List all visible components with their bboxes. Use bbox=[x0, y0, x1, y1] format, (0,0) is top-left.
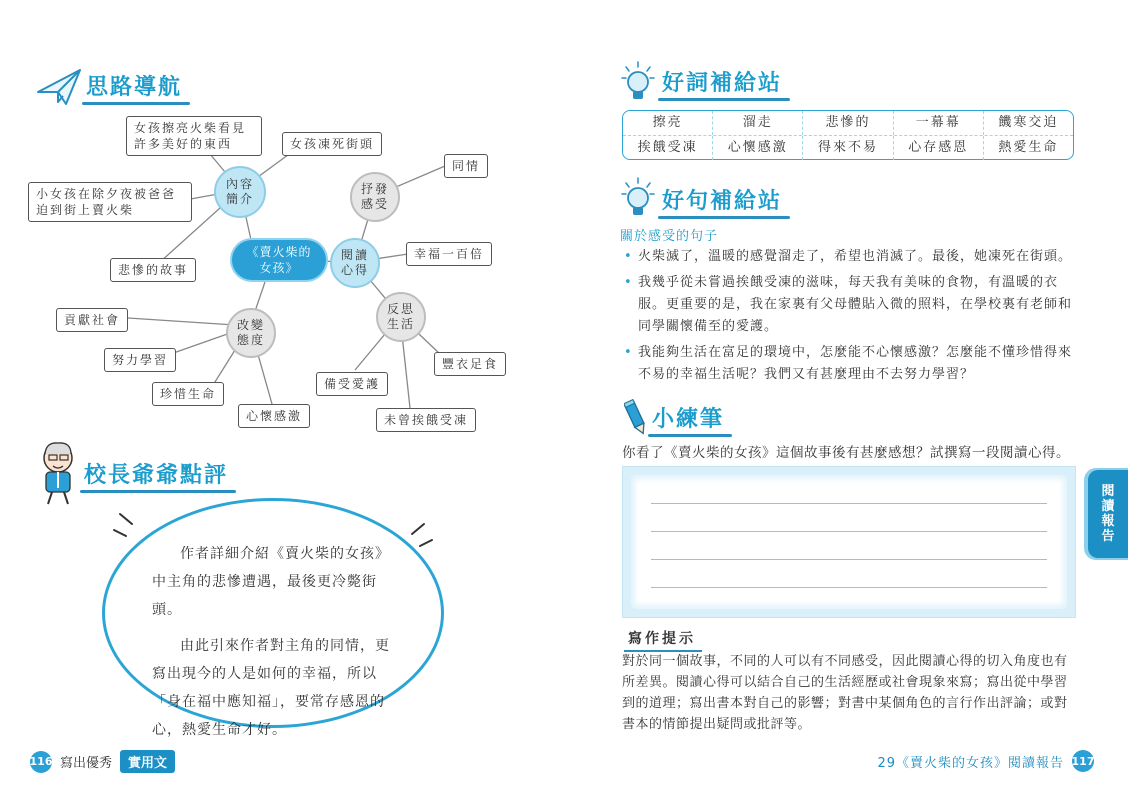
practice-prompt: 你看了《賣火柴的女孩》這個故事後有甚麼感想？試撰寫一段閱讀心得。 bbox=[622, 445, 1070, 461]
branch-label: 反思生活 bbox=[386, 302, 415, 331]
leaf-node: 女孩擦亮火柴看見許多美好的東西 bbox=[126, 116, 262, 156]
tip-title bbox=[628, 628, 696, 648]
leaf-node: 同情 bbox=[444, 154, 488, 178]
vocab-cell: 得來不易 bbox=[802, 136, 892, 160]
vocab-cell: 熱愛生命 bbox=[983, 136, 1073, 160]
vocab-row bbox=[623, 111, 1073, 135]
vocab-cell: 心懷感激 bbox=[712, 136, 802, 160]
vocab-title bbox=[662, 66, 782, 97]
leaf-node: 豐衣足食 bbox=[434, 352, 506, 376]
writing-area[interactable] bbox=[631, 475, 1067, 609]
sentence-list bbox=[622, 246, 1082, 390]
vocab-title-text: 好詞補給站 bbox=[662, 71, 783, 96]
leaf-node: 備受愛護 bbox=[316, 372, 388, 396]
vocab-cell: 悲慘的 bbox=[802, 111, 892, 135]
vocab-cell: 心存感恩 bbox=[893, 136, 983, 160]
comment-paragraph: 由此引來作者對主角的同情，更寫出現今的人是如何的幸福，所以「身在福中應知福」，要常存感恩的心，熱愛生命才好。 bbox=[152, 638, 390, 738]
writing-line bbox=[651, 531, 1047, 532]
writing-line bbox=[651, 503, 1047, 504]
sentence-subtitle: 關於感受的句子 bbox=[620, 229, 719, 244]
leaf-node: 努力學習 bbox=[104, 348, 176, 372]
vocab-cell: 溜走 bbox=[712, 111, 802, 135]
branch-label: 內容簡介 bbox=[225, 177, 254, 206]
leaf-node: 悲慘的故事 bbox=[110, 258, 196, 282]
writing-line bbox=[651, 559, 1047, 560]
branch-label: 抒發感受 bbox=[360, 182, 389, 211]
writing-line bbox=[651, 587, 1047, 588]
mindmap-title-text: 思路導航 bbox=[86, 75, 183, 100]
tip-title-text: 寫作提示 bbox=[628, 631, 696, 647]
footer-text: 寫出優秀 bbox=[60, 756, 113, 771]
branch-label: 閱讀心得 bbox=[340, 248, 369, 277]
leaf-node: 心懷感激 bbox=[238, 404, 310, 428]
sentence-item: • 火柴滅了，溫暖的感覺溜走了，希望也消滅了。最後，她凍死在街頭。 bbox=[622, 246, 1082, 268]
sentence-item: • 我幾乎從未嘗過挨餓受凍的滋味，每天我有美味的食物，有溫暖的衣服。更重要的是，我在家裏有父母體貼入微的照料，在學校裏有老師和同學關懷備至的愛護。 bbox=[622, 272, 1082, 338]
vocab-cell: 擦亮 bbox=[652, 115, 683, 130]
right-page bbox=[564, 0, 1128, 800]
leaf-node: 未曾挨餓受凍 bbox=[376, 408, 476, 432]
writing-box[interactable] bbox=[622, 466, 1076, 618]
leaf-node: 女孩凍死街頭 bbox=[282, 132, 382, 156]
leaf-node: 幸福一百倍 bbox=[406, 242, 492, 266]
lightbulb-icon bbox=[620, 60, 656, 102]
practice-title-text: 小練筆 bbox=[652, 407, 725, 432]
side-tab-reading-report[interactable] bbox=[1088, 470, 1128, 558]
leaf-node: 貢獻社會 bbox=[56, 308, 128, 332]
tip-text: 對於同一個故事，不同的人可以有不同感受，因此閱讀心得的切入角度也有所差異。閱讀心得可以結合自己的生活經歷或社會現象來寫；寫出從中學習到的道理；寫出書本對自己的影響；對書中某個角色的言行作出評論；或對書本的情節提出疑問或批評等。 bbox=[622, 654, 1068, 732]
sentence-item: • 我能夠生活在富足的環境中，怎麼能不心懷感激？怎麼能不懂珍惜得來不易的幸福生活呢？我們又有甚麼理由不去努力學習？ bbox=[622, 342, 1082, 386]
lightbulb-icon bbox=[620, 176, 656, 218]
footer-right bbox=[877, 750, 1094, 772]
mindmap-center-label: 《賣火柴的女孩》 bbox=[246, 245, 312, 275]
sentence-title-text: 好句補給站 bbox=[662, 189, 783, 214]
leaf-node: 小女孩在除夕夜被爸爸迫到街上賣火柴 bbox=[28, 182, 192, 222]
page-number: 117 bbox=[1072, 750, 1094, 772]
vocab-cell: 一幕幕 bbox=[893, 111, 983, 135]
comment-text bbox=[152, 540, 402, 752]
side-tab-label: 閱讀報告 bbox=[1101, 484, 1115, 544]
page-number: 116 bbox=[30, 751, 52, 773]
vocab-table bbox=[622, 110, 1074, 160]
practice-title bbox=[652, 402, 724, 433]
vocab-cell: 饑寒交迫 bbox=[983, 111, 1073, 135]
footer-text: 29《賣火柴的女孩》閱讀報告 bbox=[877, 755, 1064, 771]
vocab-row bbox=[623, 135, 1073, 160]
branch-label: 改變態度 bbox=[236, 318, 265, 347]
footer-left bbox=[30, 750, 175, 773]
pencil-icon bbox=[624, 398, 648, 438]
vocab-cell: 挨餓受凍 bbox=[637, 140, 698, 155]
leaf-node: 珍惜生命 bbox=[152, 382, 224, 406]
sentence-title bbox=[662, 184, 782, 215]
comment-paragraph: 作者詳細介紹《賣火柴的女孩》中主角的悲慘遭遇，最後更冷斃街頭。 bbox=[152, 546, 390, 618]
footer-badge: 實用文 bbox=[120, 750, 175, 773]
comment-title-text: 校長爺爺點評 bbox=[84, 463, 229, 488]
